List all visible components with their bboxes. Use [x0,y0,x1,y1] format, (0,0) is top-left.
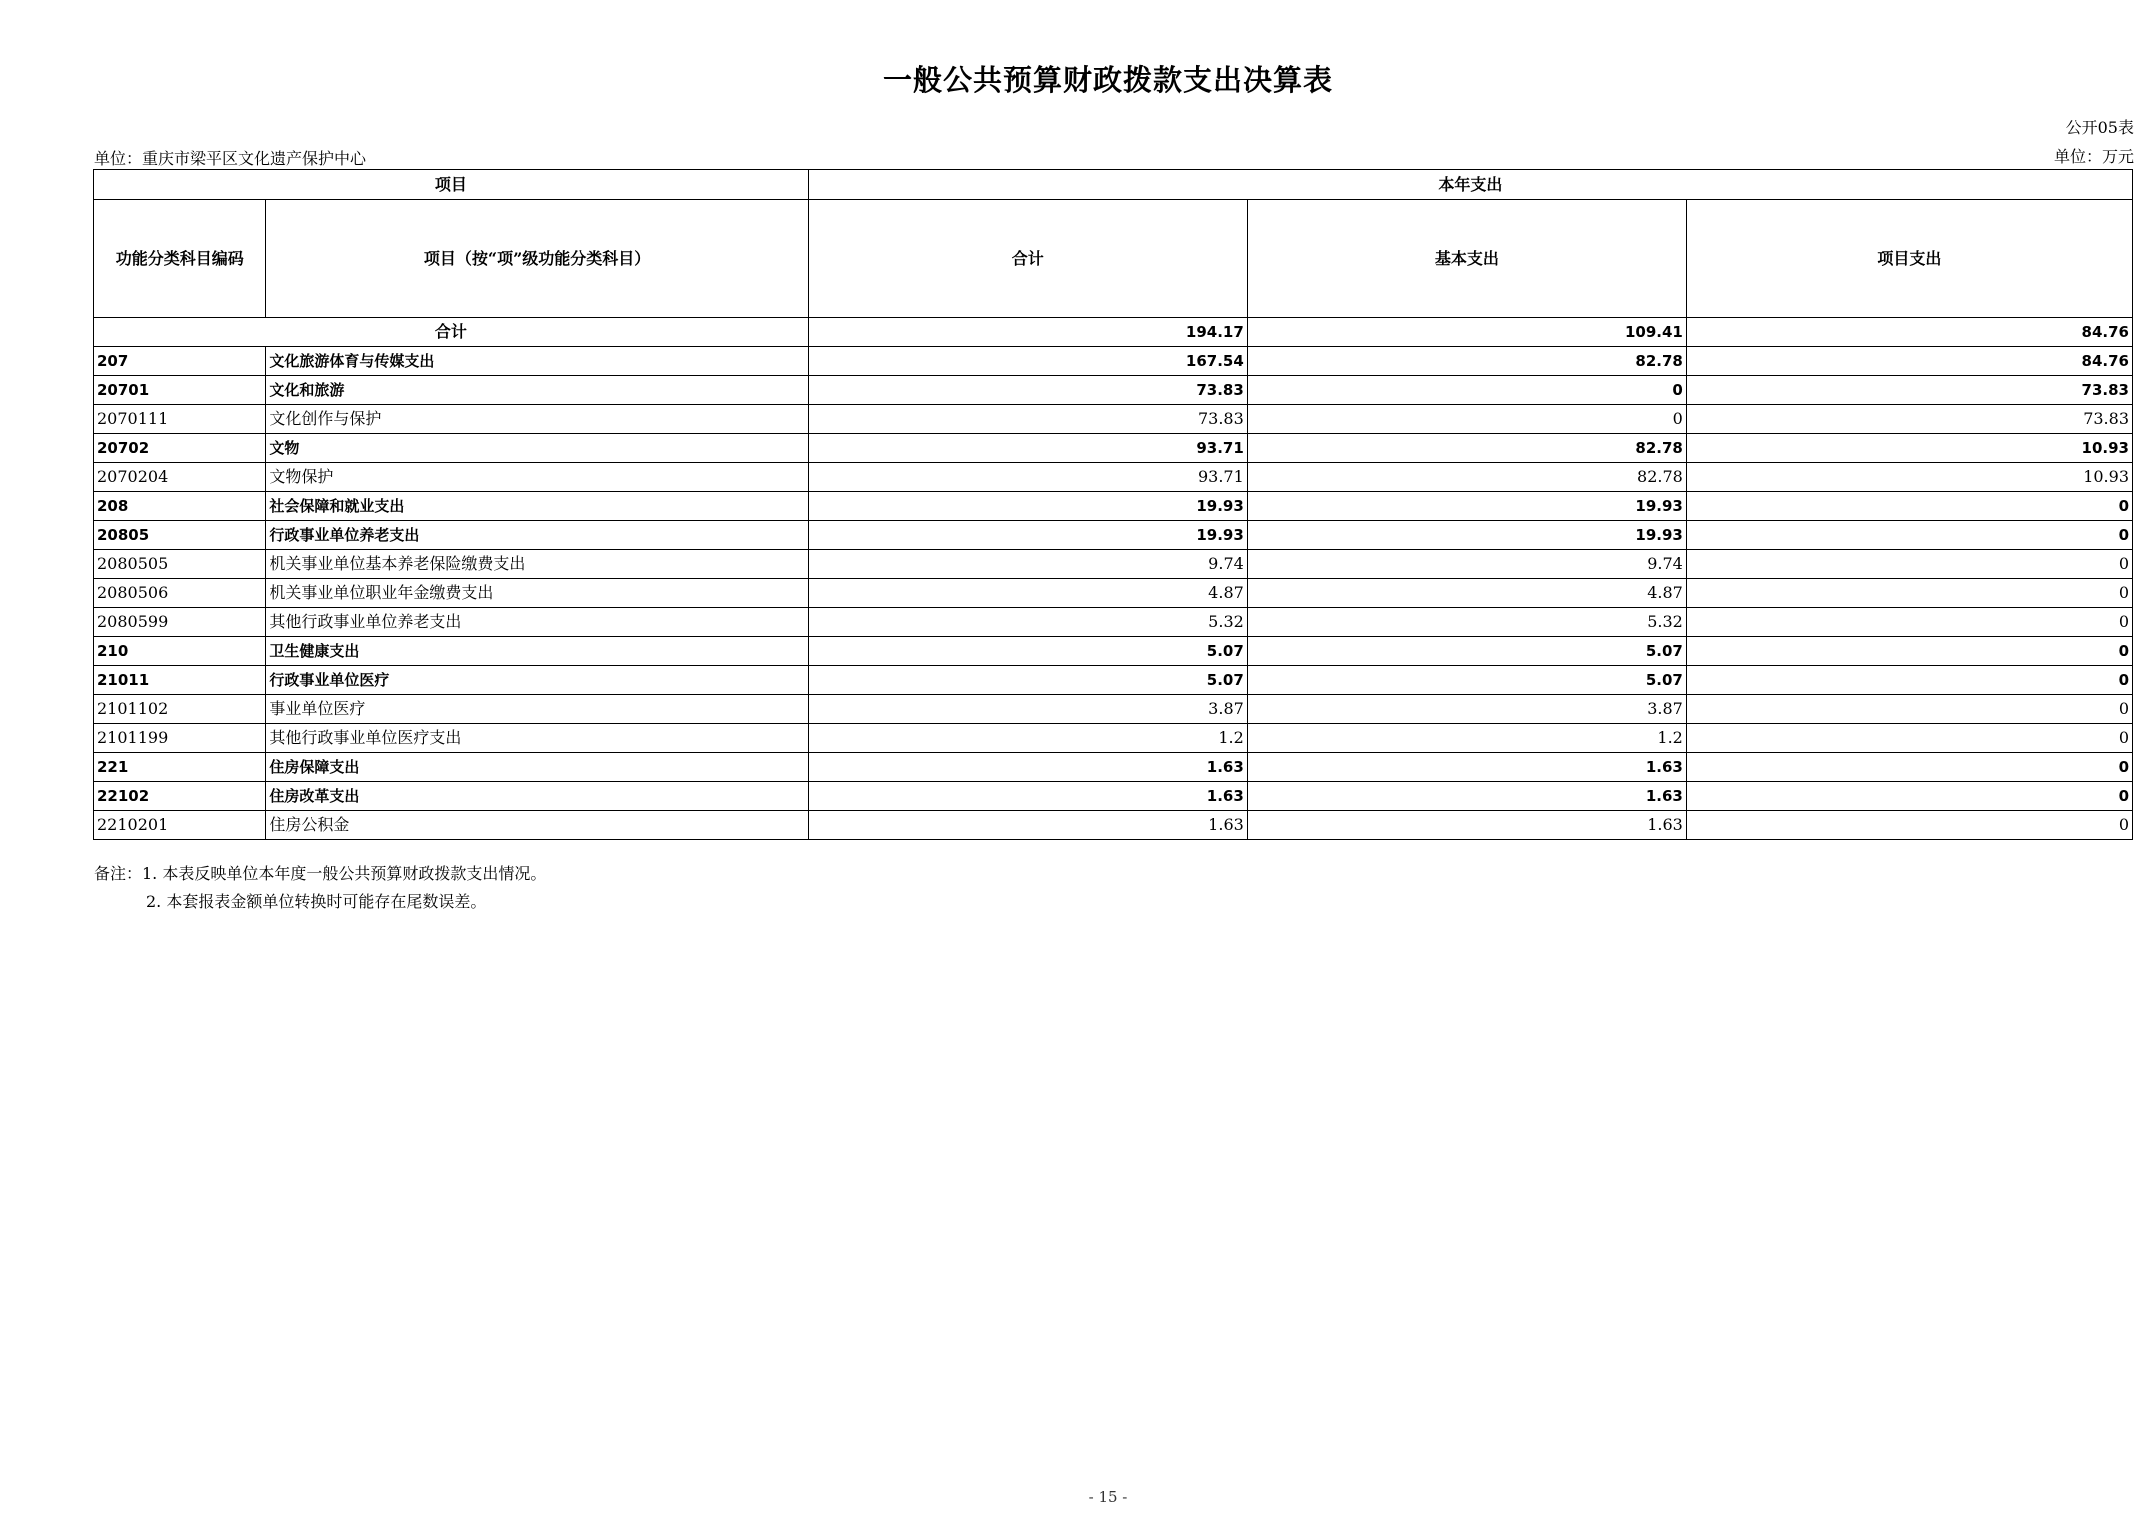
row-code: 20702 [94,434,266,463]
table-row [94,811,2133,840]
row-code: 2070204 [94,463,266,492]
header-basic: 基本支出 [1247,200,1686,318]
row-code: 20701 [94,376,266,405]
unit-organization: 单位：重庆市梁平区文化遗产保护中心 [94,149,367,168]
row-project: 73.83 [1686,405,2132,434]
row-total: 4.87 [808,579,1247,608]
header-row-2 [94,200,2133,318]
table-row [94,521,2133,550]
form-number: 公开05表 [2065,118,2134,137]
row-name: 社会保障和就业支出 [266,492,808,521]
row-name: 机关事业单位职业年金缴费支出 [266,579,808,608]
row-total: 73.83 [808,376,1247,405]
row-project: 0 [1686,608,2132,637]
row-total: 93.71 [808,463,1247,492]
table-row [94,782,2133,811]
row-total: 1.63 [808,753,1247,782]
row-code: 2101199 [94,724,266,753]
row-project: 0 [1686,521,2132,550]
row-project: 0 [1686,811,2132,840]
header-current-year: 本年支出 [808,170,2132,200]
header-project: 项目 [94,170,809,200]
row-total: 19.93 [808,492,1247,521]
table-row [94,608,2133,637]
row-total: 93.71 [808,434,1247,463]
row-total: 167.54 [808,347,1247,376]
row-basic: 5.07 [1247,666,1686,695]
row-total: 5.32 [808,608,1247,637]
row-basic: 3.87 [1247,695,1686,724]
row-project: 0 [1686,550,2132,579]
row-code: 2080505 [94,550,266,579]
row-basic: 9.74 [1247,550,1686,579]
row-project: 0 [1686,579,2132,608]
note-line-1: 备注：1. 本表反映单位本年度一般公共预算财政拨款支出情况。 [94,864,547,883]
header-item: 项目（按“项”级功能分类科目） [266,200,808,318]
table-row [94,492,2133,521]
row-code: 20805 [94,521,266,550]
row-name: 住房改革支出 [266,782,808,811]
row-total: 5.07 [808,666,1247,695]
row-basic: 5.07 [1247,637,1686,666]
row-basic: 1.63 [1247,811,1686,840]
row-code: 2210201 [94,811,266,840]
row-name: 住房公积金 [266,811,808,840]
table-row [94,579,2133,608]
row-name: 事业单位医疗 [266,695,808,724]
row-name: 文化旅游体育与传媒支出 [266,347,808,376]
table-row [94,550,2133,579]
row-name: 文物保护 [266,463,808,492]
header-row-1 [94,170,2133,200]
row-project: 0 [1686,492,2132,521]
table-row [94,724,2133,753]
row-code: 210 [94,637,266,666]
header-total: 合计 [808,200,1247,318]
total-row [94,318,2133,347]
row-name: 文化和旅游 [266,376,808,405]
table-row [94,347,2133,376]
row-total: 3.87 [808,695,1247,724]
row-code: 22102 [94,782,266,811]
row-name: 文物 [266,434,808,463]
row-basic: 0 [1247,405,1686,434]
notes [94,860,546,916]
row-code: 21011 [94,666,266,695]
row-project: 84.76 [1686,347,2132,376]
unit-currency: 单位：万元 [2053,147,2134,166]
row-total: 1.63 [808,782,1247,811]
header-project-expense: 项目支出 [1686,200,2132,318]
row-name: 卫生健康支出 [266,637,808,666]
row-code: 207 [94,347,266,376]
table-row [94,695,2133,724]
note-line-2: 2. 本套报表金额单位转换时可能存在尾数误差。 [146,892,487,911]
row-name: 文化创作与保护 [266,405,808,434]
row-basic: 0 [1247,376,1686,405]
table-row [94,666,2133,695]
row-name: 机关事业单位基本养老保险缴费支出 [266,550,808,579]
row-basic: 82.78 [1247,463,1686,492]
row-code: 2070111 [94,405,266,434]
row-project: 0 [1686,666,2132,695]
row-basic: 1.63 [1247,753,1686,782]
total-basic: 109.41 [1247,318,1686,347]
row-name: 行政事业单位医疗 [266,666,808,695]
row-project: 10.93 [1686,463,2132,492]
row-total: 19.93 [808,521,1247,550]
row-basic: 19.93 [1247,492,1686,521]
row-project: 0 [1686,724,2132,753]
row-project: 10.93 [1686,434,2132,463]
total-amount: 194.17 [808,318,1247,347]
row-basic: 82.78 [1247,434,1686,463]
row-basic: 19.93 [1247,521,1686,550]
row-total: 1.2 [808,724,1247,753]
row-total: 1.63 [808,811,1247,840]
row-project: 73.83 [1686,376,2132,405]
row-basic: 1.2 [1247,724,1686,753]
row-name: 行政事业单位养老支出 [266,521,808,550]
row-project: 0 [1686,637,2132,666]
row-code: 2080506 [94,579,266,608]
row-basic: 4.87 [1247,579,1686,608]
row-code: 208 [94,492,266,521]
table-row [94,405,2133,434]
row-code: 2101102 [94,695,266,724]
row-total: 5.07 [808,637,1247,666]
row-code: 2080599 [94,608,266,637]
table-row [94,434,2133,463]
table-row [94,463,2133,492]
row-project: 0 [1686,753,2132,782]
total-project: 84.76 [1686,318,2132,347]
row-name: 其他行政事业单位养老支出 [266,608,808,637]
table-row [94,637,2133,666]
row-project: 0 [1686,695,2132,724]
total-label: 合计 [94,318,809,347]
row-name: 其他行政事业单位医疗支出 [266,724,808,753]
expenditure-table [93,169,2133,840]
row-total: 73.83 [808,405,1247,434]
row-basic: 1.63 [1247,782,1686,811]
header-code: 功能分类科目编码 [94,200,266,318]
row-basic: 82.78 [1247,347,1686,376]
row-project: 0 [1686,782,2132,811]
table-row [94,376,2133,405]
row-name: 住房保障支出 [266,753,808,782]
row-total: 9.74 [808,550,1247,579]
page-number: - 15 - [1088,1488,1128,1506]
table-row [94,753,2133,782]
row-code: 221 [94,753,266,782]
row-basic: 5.32 [1247,608,1686,637]
page-title: 一般公共预算财政拨款支出决算表 [882,63,1333,97]
